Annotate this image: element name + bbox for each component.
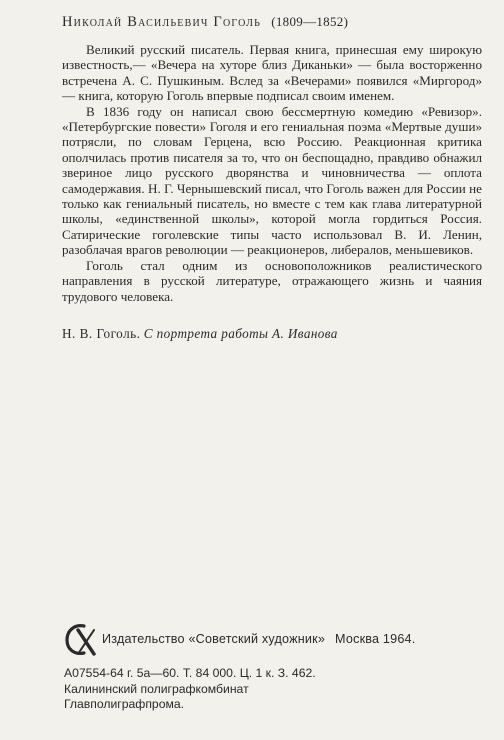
publisher-city-year: Москва 1964. <box>335 632 416 646</box>
imprint-line-2: Калининский полиграфкомбинат <box>64 681 249 696</box>
imprint-line-3: Главполиграфпрома. <box>64 697 185 711</box>
caption-source: С портрета работы А. Иванова <box>143 326 338 341</box>
publisher-logo-icon <box>64 620 98 660</box>
publisher-block <box>64 620 484 660</box>
biography-text <box>62 42 482 304</box>
paragraph-1: Великий русский писатель. Первая книга, принесшая ему широкую известность,— «Вечера на хуторе близ Диканьки» — была восторженно встречена А. С. Пушкиным. Вслед за «Вечерами» появился «Миргород» — книга, которую Гоголь впервые подписал своим именем. <box>62 42 482 104</box>
publisher-line <box>102 632 415 646</box>
paragraph-3: Гоголь стал одним из основоположников реалистического направления в русской литературе, отражающего жизнь и чаяния трудового человека. <box>62 257 482 304</box>
life-years: (1809—1852) <box>271 14 349 29</box>
imprint-line-1: А07554-64 г. 5а—60. Т. 84 000. Ц. 1 к. З. 462. <box>64 666 316 680</box>
imprint-block <box>64 666 484 713</box>
paragraph-2: В 1836 году он написал свою бессмертную комедию «Ревизор». «Петербургские повести» Гоголя и его гениальная поэма «Мертвые души» потрясли, по словам Герцена, всю Россию. Реакционная критика ополчилась против писателя за то, что он беспощадно, правдиво обнажил звериное лицо русского дворянства и чиновничества — оплота самодержавия. Н. Г. Чернышевский писал, что Гоголь важен для России не только как гениальный писатель, но вместе с тем как глава литературной школы, «единственной школы», которой могла гордиться Россия. Сатирические гоголевские типы часто использовал В. И. Ленин, разоблачая врагов революции — реакционеров, либералов, меньшевиков. <box>62 103 482 258</box>
portrait-caption <box>62 326 482 342</box>
publisher-name: Издательство «Советский художник» <box>102 632 326 646</box>
writer-name: Николай Васильевич Гоголь <box>62 14 262 30</box>
page-header <box>62 14 482 31</box>
caption-author: Н. В. Гоголь. <box>62 326 141 341</box>
